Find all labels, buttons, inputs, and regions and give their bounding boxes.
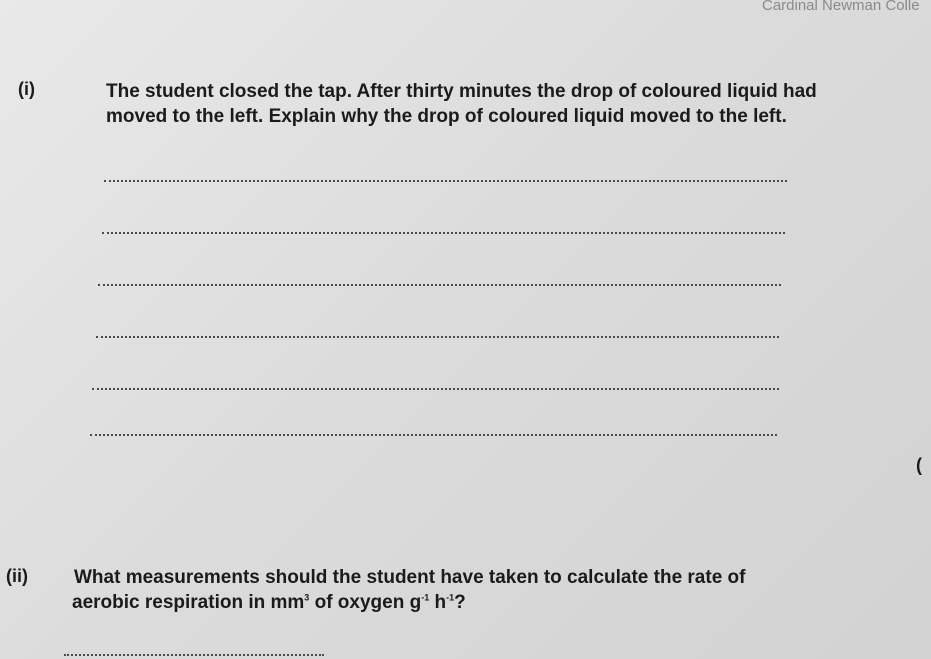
answer-line[interactable]	[98, 284, 781, 286]
answer-line[interactable]	[102, 232, 785, 234]
question-ii-line-1: What measurements should the student have taken to calculate the rate of	[74, 567, 746, 588]
answer-line[interactable]	[64, 654, 324, 656]
superscript-minus-1: -1	[421, 592, 430, 603]
question-ii-text-part-3: h	[429, 592, 447, 613]
answer-line[interactable]	[96, 336, 779, 338]
question-ii-text-part-2: of oxygen g	[309, 592, 422, 613]
superscript-minus-1: -1	[446, 592, 455, 603]
school-name-header: Cardinal Newman Colle	[762, 0, 920, 14]
question-i-number: (i)	[18, 79, 35, 99]
answer-line[interactable]	[92, 388, 779, 390]
question-i-line-1: The student closed the tap. After thirty minutes the drop of coloured liquid had	[106, 81, 817, 102]
marks-bracket: (	[916, 455, 922, 475]
superscript-3: 3	[304, 592, 310, 603]
question-ii-text-part-1: aerobic respiration in mm	[72, 592, 305, 613]
question-i-line-2: moved to the left. Explain why the drop of coloured liquid moved to the left.	[106, 106, 787, 127]
question-ii-number: (ii)	[6, 566, 28, 586]
answer-line[interactable]	[104, 180, 787, 182]
answer-line[interactable]	[90, 434, 777, 436]
question-ii-line-2	[72, 590, 466, 615]
question-ii-text-part-4: ?	[454, 592, 466, 613]
